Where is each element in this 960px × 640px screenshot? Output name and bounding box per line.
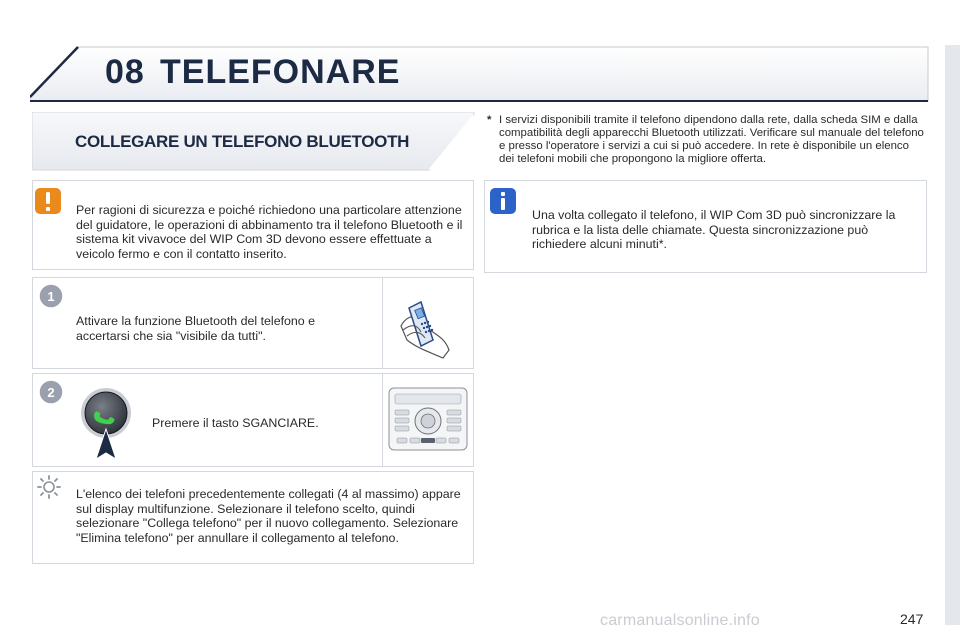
info-badge: [490, 188, 516, 214]
footnote: [487, 114, 927, 166]
section-banner: [32, 112, 477, 172]
step-badge-2: [38, 379, 64, 405]
page-edge-strip: [945, 45, 960, 625]
info-text: Una volta collegato il telefono, il WIP Com 3D può sincronizzare la rubrica e la lista delle chiamate. Questa sincronizzazione può richiedere alcuni minuti*.: [532, 208, 896, 251]
step-badge-1: [38, 283, 64, 309]
warning-badge: [35, 188, 61, 214]
info-icon: [490, 188, 516, 214]
sun-tip-icon: [36, 474, 62, 500]
step-number-1: 1: [47, 289, 55, 304]
page-number: 247: [900, 611, 924, 627]
phone-pickup-button: [80, 387, 136, 467]
watermark: carmanualsonline.info: [600, 612, 760, 629]
tip-badge: [36, 474, 62, 500]
step-illustration-1: [382, 278, 473, 368]
phone-pickup-icon: [80, 387, 136, 467]
exclamation-icon: [35, 188, 61, 214]
tip-text: L'elenco dei telefoni precedentemente collegati (4 al massimo) appare sul display multifunzione. Selezionare il telefono scelto, quindi selezionare "Collega telefono" per il nuovo collegamento. Selezionare "Elimina telefono" per annullare il collegamento al telefono.: [76, 487, 461, 545]
step-illustration-2: [382, 374, 473, 466]
step-text-1: Attivare la funzione Bluetooth del telefono e accertarsi che sia "visibile da tutti".: [76, 314, 316, 343]
chapter-number: 08: [105, 53, 145, 91]
chapter-header: [30, 45, 930, 105]
hand-holding-phone-icon: [383, 278, 473, 368]
step-number-icon: [38, 379, 64, 405]
step-number-2: 2: [47, 385, 55, 400]
radio-unit-icon: [383, 374, 473, 466]
step-number-icon: [38, 283, 64, 309]
footnote-text: I servizi disponibili tramite il telefono dipendono dalla rete, dalla scheda SIM e dalla compatibilità degli apparecchi Bluetooth utilizzati. Verificare sul manuale del telefono e presso l'operatore i servizi a cui si può accedere. In rete è disponibile un elenco dei telefoni mobili che propongono la migliore offerta.: [499, 114, 924, 165]
section-title: COLLEGARE UN TELEFONO BLUETOOTH: [75, 132, 410, 151]
footnote-marker: *: [487, 114, 492, 126]
warning-text: Per ragioni di sicurezza e poiché richiedono una particolare attenzione del guidatore, le operazioni di abbinamento tra il telefono Bluetooth e il sistema kit vivavoce del WIP Com 3D devono essere effettuate a veicolo fermo e con il contatto inserito.: [76, 203, 463, 261]
chapter-title: TELEFONARE: [160, 53, 401, 91]
step-text-2: Premere il tasto SGANCIARE.: [152, 416, 319, 430]
